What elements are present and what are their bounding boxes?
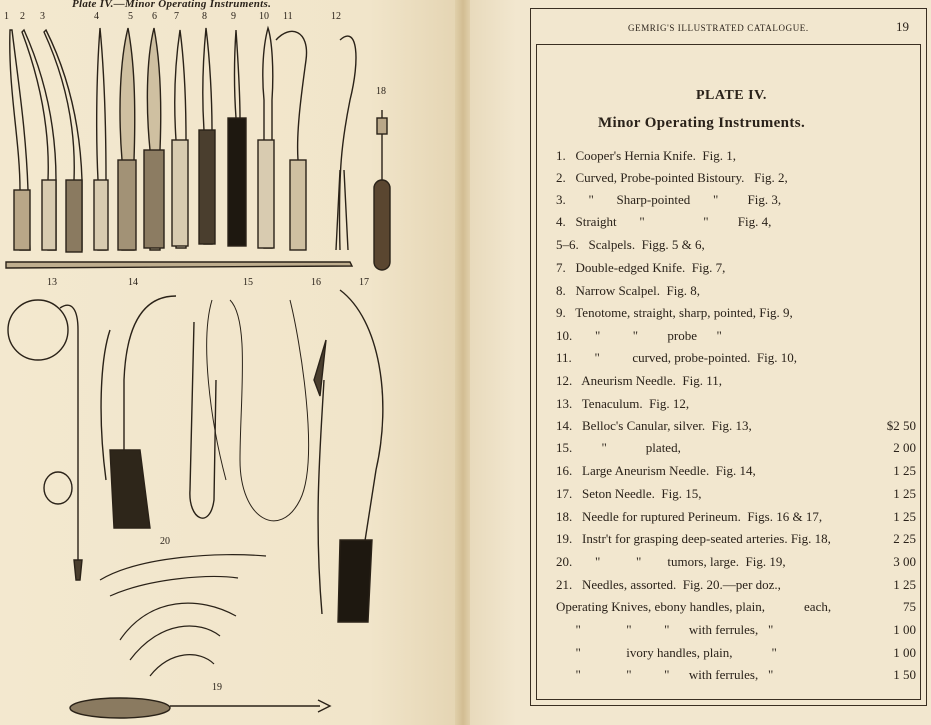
fig-number: 7: [174, 11, 179, 22]
list-item: [556, 394, 916, 414]
item-label: 3. " Sharp-pointed " Fig. 3,: [556, 192, 782, 207]
scalpel-5-icon: [118, 28, 136, 250]
aneurism-needle-14-icon: [101, 296, 176, 528]
fig-number: 19: [212, 682, 222, 693]
probe-icon: [6, 262, 352, 268]
item-label: " " " with ferrules, ": [556, 667, 774, 682]
scalpel-6-icon: [144, 28, 164, 250]
knife-7-icon: [172, 30, 188, 248]
item-price: $2 50: [886, 418, 916, 433]
item-label: 12. Aneurism Needle. Fig. 11,: [556, 373, 722, 388]
tenotome-9-icon: [228, 30, 246, 246]
fig-number: 18: [376, 86, 386, 97]
list-item: [556, 326, 916, 346]
item-label: 8. Narrow Scalpel. Fig. 8,: [556, 283, 701, 298]
item-label: 16. Large Aneurism Needle. Fig. 14,: [556, 463, 756, 478]
list-item: [556, 552, 916, 572]
item-label: 10. " " probe ": [556, 328, 722, 343]
item-price: 1 00: [893, 622, 916, 637]
list-item: [556, 438, 916, 458]
fig-number: 1: [4, 11, 9, 22]
item-label: " ivory handles, plain, ": [556, 645, 777, 660]
item-label: 11. " curved, probe-pointed. Fig. 10,: [556, 350, 797, 365]
item-label: 20. " " tumors, large. Fig. 19,: [556, 554, 786, 569]
tumor-instrument-19-icon: [70, 698, 330, 718]
item-price: 3 00: [893, 554, 916, 569]
list-item: [556, 258, 916, 278]
item-label: 21. Needles, assorted. Fig. 20.—per doz.,: [556, 577, 781, 592]
list-item: [556, 620, 916, 640]
list-item: [556, 281, 916, 301]
item-label: 4. Straight " " Fig. 4,: [556, 214, 772, 229]
fig-number: 6: [152, 11, 157, 22]
aneurism-needle-11-icon: [276, 31, 307, 250]
list-item: [556, 597, 916, 617]
item-price: 1 25: [893, 486, 916, 501]
item-label: Operating Knives, ebony handles, plain, each,: [556, 599, 832, 614]
fig-number: 3: [40, 11, 45, 22]
list-item: [556, 168, 916, 188]
fig-number: 4: [94, 11, 99, 22]
fig-number: 17: [359, 277, 369, 288]
needles-20-icon: [100, 555, 266, 676]
fig-number: 16: [311, 277, 321, 288]
instrument-engravings: [0, 0, 462, 725]
fig-number: 14: [128, 277, 138, 288]
item-label: 1. Cooper's Hernia Knife. Fig. 1,: [556, 148, 736, 163]
fig-number: 9: [231, 11, 236, 22]
item-label: 2. Curved, Probe-pointed Bistoury. Fig. 2,: [556, 170, 788, 185]
section-title: Minor Operating Instruments.: [598, 115, 806, 131]
item-price: 2 25: [893, 531, 916, 546]
item-price: 1 00: [893, 645, 916, 660]
fig-number: 5: [128, 11, 133, 22]
item-price: 2 00: [893, 440, 916, 455]
item-label: 15. " plated,: [556, 440, 681, 455]
knife-4-icon: [94, 28, 108, 250]
perineum-needle-16-icon: [314, 340, 326, 614]
bellocs-canula-13-icon: [8, 300, 82, 580]
list-item: [556, 575, 916, 595]
grasping-instrument-18-icon: [374, 110, 390, 270]
item-price: 1 50: [893, 667, 916, 682]
list-item: [556, 643, 916, 663]
list-item: [556, 507, 916, 527]
tenaculum-12-icon: [336, 36, 356, 250]
seton-needle-15-icon: [190, 300, 309, 521]
item-label: 14. Belloc's Canular, silver. Fig. 13,: [556, 418, 752, 433]
list-item: [556, 416, 916, 436]
list-item: [556, 146, 916, 166]
running-head: GEMRIG'S ILLUSTRATED CATALOGUE.: [628, 23, 809, 33]
list-item: [556, 235, 916, 255]
item-label: 19. Instr't for grasping deep-seated arteries. Fig. 18,: [556, 531, 831, 546]
perineum-needle-17-icon: [338, 290, 383, 622]
list-item: [556, 371, 916, 391]
list-item: [556, 529, 916, 549]
list-item: [556, 461, 916, 481]
item-label: 17. Seton Needle. Fig. 15,: [556, 486, 702, 501]
item-price: 1 25: [893, 509, 916, 524]
list-item: [556, 348, 916, 368]
item-label: 13. Tenaculum. Fig. 12,: [556, 396, 690, 411]
fig-number: 15: [243, 277, 253, 288]
item-price: 1 25: [893, 577, 916, 592]
item-label: 9. Tenotome, straight, sharp, pointed, Fig. 9,: [556, 305, 793, 320]
fig-number: 10: [259, 11, 269, 22]
list-item: [556, 190, 916, 210]
fig-number: 11: [283, 11, 293, 22]
item-label: 18. Needle for ruptured Perineum. Figs. 16 & 17,: [556, 509, 823, 524]
list-item: [556, 303, 916, 323]
item-label: 5–6. Scalpels. Figg. 5 & 6,: [556, 237, 705, 252]
item-price: 75: [903, 599, 916, 614]
fig-number: 8: [202, 11, 207, 22]
item-label: 7. Double-edged Knife. Fig. 7,: [556, 260, 726, 275]
fig-number: 2: [20, 11, 25, 22]
scalpel-8-icon: [199, 28, 215, 244]
item-label: " " " with ferrules, ": [556, 622, 774, 637]
plate-caption: Plate IV.—Minor Operating Instruments.: [72, 0, 272, 10]
tenotome-10-icon: [258, 28, 274, 248]
fig-number: 20: [160, 536, 170, 547]
item-price: 1 25: [893, 463, 916, 478]
page-number: 19: [896, 19, 909, 34]
plate-page: [0, 0, 462, 725]
list-item: [556, 665, 916, 685]
knife-1-icon: [10, 30, 30, 250]
list-item: [556, 212, 916, 232]
fig-number: 12: [331, 11, 341, 22]
fig-number: 13: [47, 277, 57, 288]
list-item: [556, 484, 916, 504]
plate-title: PLATE IV.: [696, 88, 767, 103]
